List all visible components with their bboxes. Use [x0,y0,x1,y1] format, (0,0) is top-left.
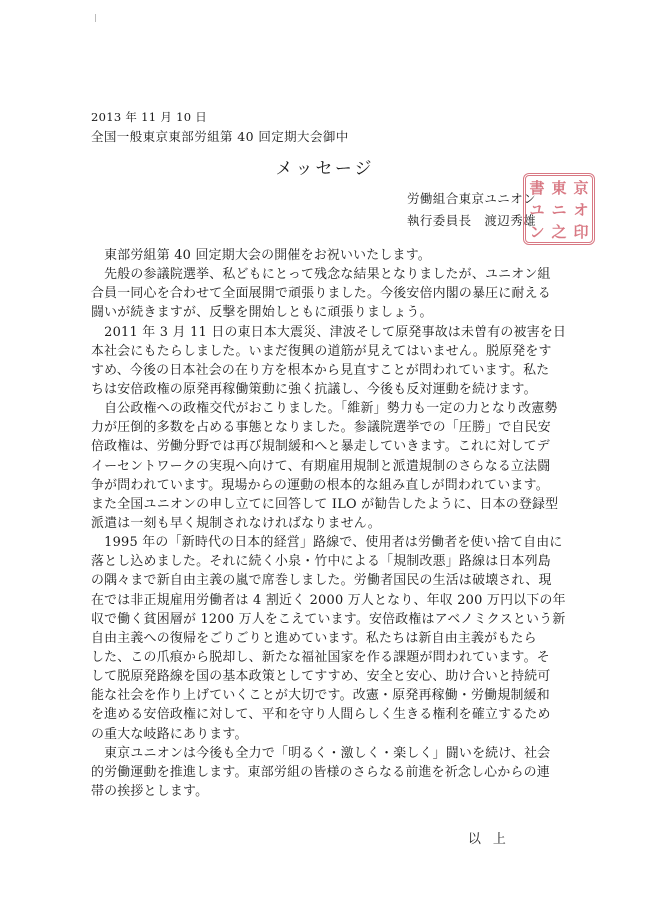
body-line: 力が圧倒的多数を占める事態となりました。参議院選挙での「圧勝」で自民安 [91,420,551,436]
sender-person: 執行委員長 渡辺秀雄 [407,213,537,228]
seal-character: 京 [573,178,589,197]
sender-organization: 労働組合東京ユニオン [407,191,537,206]
body-line: 帯の挨拶とします。 [91,783,209,799]
seal-character: 印 [573,222,589,241]
page-mark [95,14,96,22]
body-line: 的労働運動を推進します。東部労組の皆様のさらなる前進を祈念し心からの連 [91,764,550,780]
body-line: の隅々まで新自由主義の嵐で席巻しました。労働者国民の生活は破壊され、現 [91,573,552,589]
sender-block [407,188,536,232]
body-line: 在では非正規雇用労働者は 4 割近く 2000 万人となり、年収 200 万円以下の年 [91,592,566,608]
body-line: 収で働く貧困層が 1200 万人をこえています。安倍政権はアベノミクスという新 [91,611,566,627]
letter-date: 2013 年 11 月 10 日 [91,110,208,124]
closing-mark: 以上 [468,832,518,847]
body-line: ちは安倍政権の原発再稼働策動に強く抗議し、今後も反対運動を続けます。 [91,381,537,397]
body-line: 倍政権は、労働分野では再び規制緩和へと暴走していきます。これに対してデ [91,439,550,455]
body-line: すめ、今後の日本社会の在り方を根本から見直すことが問われています。私た [91,362,550,378]
body-line: 闘いが続きますが、反撃を開始しともに頑張りましょう。 [91,305,433,321]
official-seal-stamp [523,173,595,245]
addressee: 全国一般東京東部労組第 40 回定期大会御中 [91,129,349,144]
body-line: 自由主義への復帰をごりごりと進めています。私たちは新自由主義がもたら [91,630,537,646]
message-body [91,246,571,801]
body-line: 本社会にもたらしました。いまだ復興の道筋が見えてはいません。脱原発をす [91,343,552,359]
seal-character: 東 [551,178,567,197]
body-line: 東部労組第 40 回定期大会の開催をお祝いいたします。 [91,248,431,263]
body-line: 落とし込めました。それに続く小泉・竹中による「規制改悪」路線は日本列島 [91,554,551,570]
body-line: イーセントワークの実現へ向けて、有期雇用規制と派遣規制のさらなる立法闘 [91,458,551,474]
body-line: を進める安倍政権に対して、平和を守り人間らしく生きる権利を確立するため [91,707,551,723]
body-line: 2011 年 3 月 11 日の東日本大震災、津波そして原発事故は未曽有の被害を日 [91,324,567,340]
seal-character: ユ [529,200,545,219]
body-line: 自公政権への政権交代がおこりました。「維新」勢力も一定の力となり改憲勢 [91,401,558,417]
seal-character: 之 [551,222,567,241]
body-line: また全国ユニオンの申し立てに回答して ILO が勧告したように、日本の登録型 [91,496,559,512]
body-line: 争が問われています。現場からの運動の根本的な組み直しが問われています。 [91,477,549,493]
body-line: 先般の参議院選挙、私どもにとって残念な結果となりましたが、ユニオン組 [91,267,551,283]
body-line: の重大な岐路にあります。 [91,726,248,742]
seal-character: オ [573,200,589,219]
body-line: 1995 年の「新時代の日本的経営」路線で、使用者は労働者を使い捨て自由に [91,535,563,551]
body-line: 派遣は一刻も早く規制されなければなりません。 [91,515,381,531]
document-title: メッセージ [275,159,375,179]
body-line: 東京ユニオンは今後も全力で「明るく・激しく・楽しく」闘いを続け、社会 [91,745,551,761]
body-line: 合員一同心を合わせて全面展開で頑張りました。今後安倍内閣の暴圧に耐える [91,286,551,302]
body-line: して脱原発路線を国の基本政策としてすすめ、安全と安心、助け合いと持続可 [91,669,551,685]
seal-character: ン [529,222,545,241]
body-line: 能な社会を作り上げていくことが大切です。改憲・原発再稼働・労働規制緩和 [91,688,550,704]
body-line: した、この爪痕から脱却し、新たな福祉国家を作る課題が問われています。そ [91,649,550,665]
seal-character: ニ [551,200,567,219]
seal-character: 書 [529,178,545,197]
